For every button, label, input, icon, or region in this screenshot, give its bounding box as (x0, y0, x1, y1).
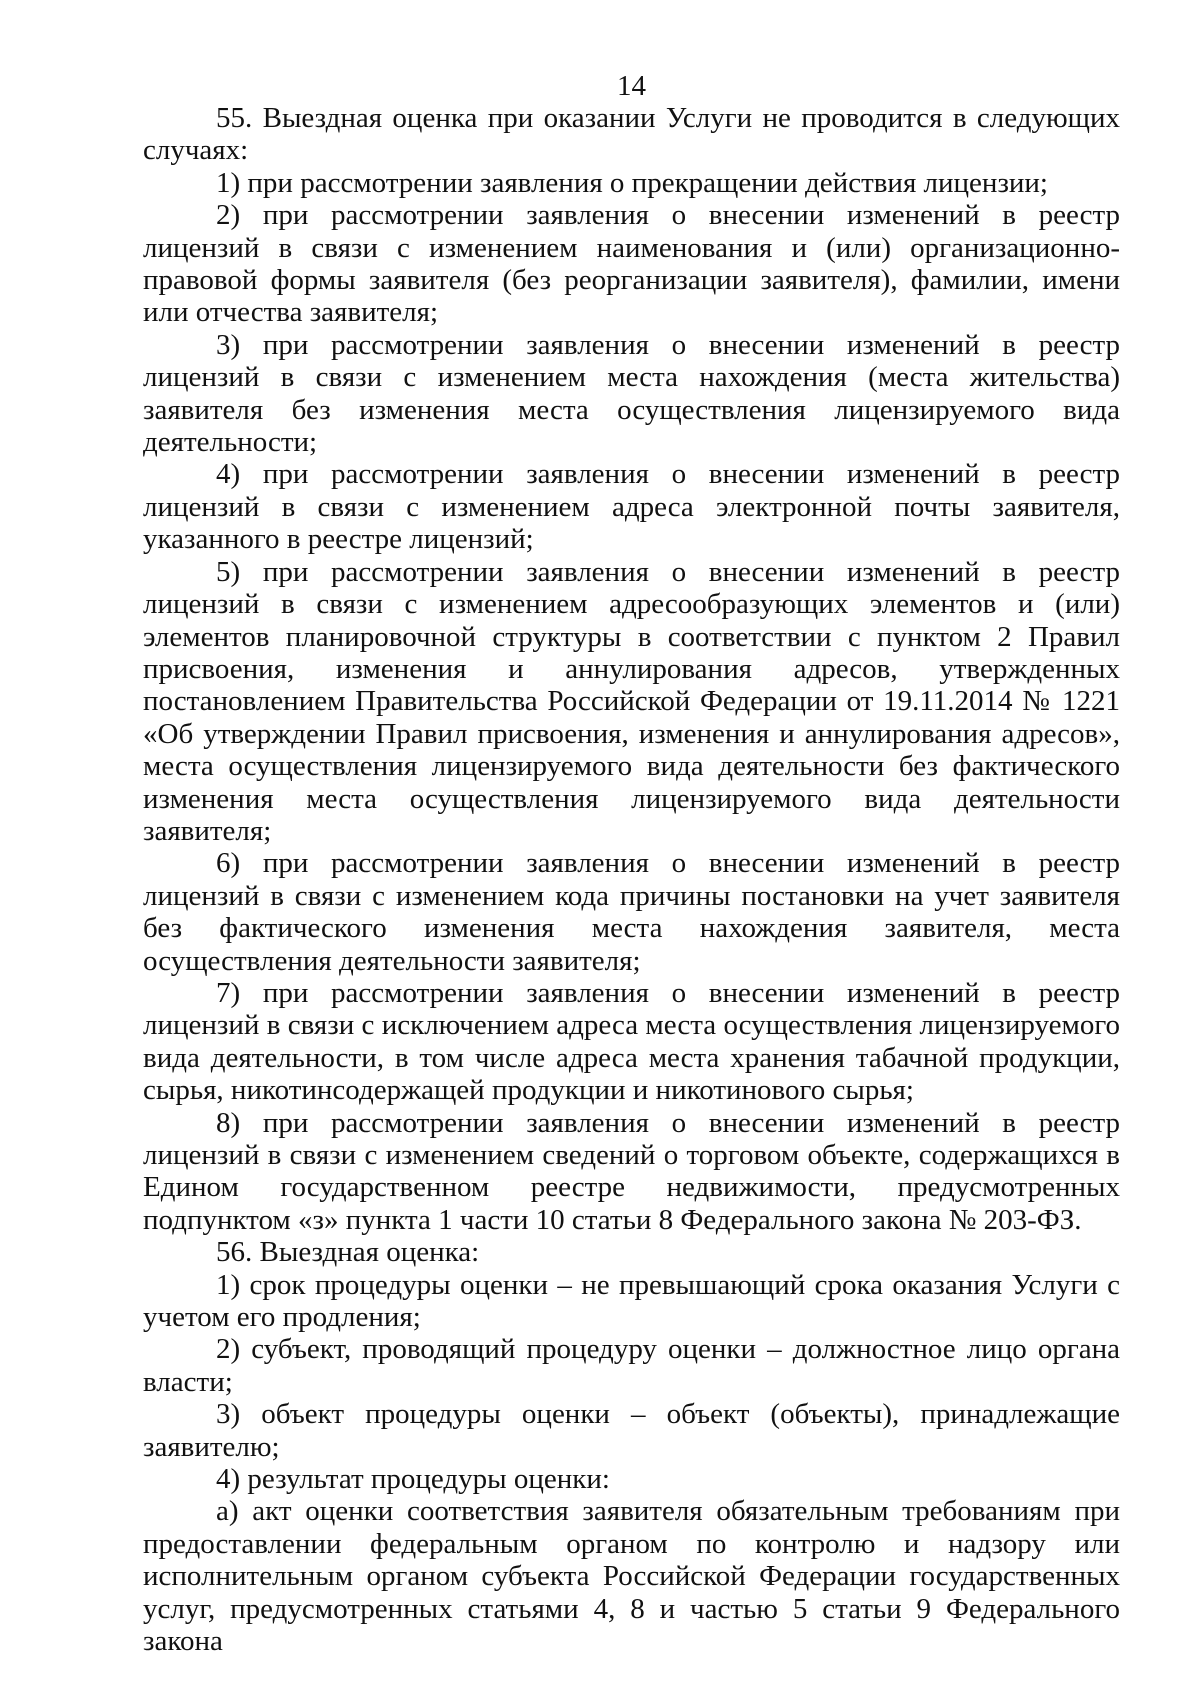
list-item-55-4: 4) при рассмотрении заявления о внесении изменений в реестр лицензий в связи с изменением адреса электронной почты заявителя, указанного в реестре лицензий; (143, 458, 1120, 556)
list-item-56-2: 2) субъект, проводящий процедуру оценки – должностное лицо органа власти; (143, 1333, 1120, 1398)
list-item-55-2: 2) при рассмотрении заявления о внесении изменений в реестр лицензий в связи с изменением наименования и (или) организационно-правовой формы заявителя (без реорганизации заявителя), фамилии, имени или отчества заявителя; (143, 199, 1120, 329)
list-item-55-3: 3) при рассмотрении заявления о внесении изменений в реестр лицензий в связи с изменением места нахождения (места жительства) заявителя без изменения места осуществления лицензируемого вида деятельности; (143, 328, 1120, 459)
list-item-56-4: 4) результат процедуры оценки: (216, 1463, 610, 1496)
list-item-55-1: 1) при рассмотрении заявления о прекращении действия лицензии; (216, 166, 1048, 199)
list-item-55-8: 8) при рассмотрении заявления о внесении изменений в реестр лицензий в связи с изменением сведений о торговом объекте, содержащихся в Едином государственном реестре недвижимости, предусмотренных подпунктом «з» пункта 1 части 10 статьи 8 Федерального закона № 203-ФЗ. (143, 1106, 1120, 1236)
list-item-55-7: 7) при рассмотрении заявления о внесении изменений в реестр лицензий в связи с исключением адреса места осуществления лицензируемого вида деятельности, в том числе адреса места хранения табачной продукции, сырья, никотинсодержащей продукции и никотинового сырья; (143, 976, 1120, 1107)
list-item-56-3: 3) объект процедуры оценки – объект (объекты), принадлежащие заявителю; (143, 1398, 1120, 1463)
list-item-55-6: 6) при рассмотрении заявления о внесении изменений в реестр лицензий в связи с изменением кода причины постановки на учет заявителя без фактического изменения места нахождения заявителя, места осуществления деятельности заявителя; (143, 847, 1120, 977)
list-item-55-5: 5) при рассмотрении заявления о внесении изменений в реестр лицензий в связи с изменением адресообразующих элементов и (или) элементов планировочной структуры в соответствии с пунктом 2 Правил присвоения, изменения и аннулирования адресов, утвержденных постановлением Правительства Российской Федерации от 19.11.2014 № 1221 «Об утверждении Правил присвоения, изменения и аннулирования адресов», места осуществления лицензируемого вида деятельности без фактического изменения места осуществления лицензируемого вида деятельности заявителя; (143, 555, 1120, 847)
list-item-56-1: 1) срок процедуры оценки – не превышающий срока оказания Услуги с учетом его продления; (143, 1268, 1120, 1334)
paragraph-56: 56. Выездная оценка: (216, 1236, 480, 1269)
paragraph-55: 55. Выездная оценка при оказании Услуги не проводится в следующих случаях: (143, 102, 1120, 167)
page-number: 14 (617, 70, 646, 102)
list-item-56-4-a: а) акт оценки соответствия заявителя обязательным требованиям при предоставлении федеральным органом по контролю и надзору или исполнительным органом субъекта Российской Федерации государственных услуг, предусмотренных статьями 4, 8 и частью 5 статьи 9 Федерального закона (143, 1495, 1120, 1658)
document-page (143, 70, 1120, 1658)
